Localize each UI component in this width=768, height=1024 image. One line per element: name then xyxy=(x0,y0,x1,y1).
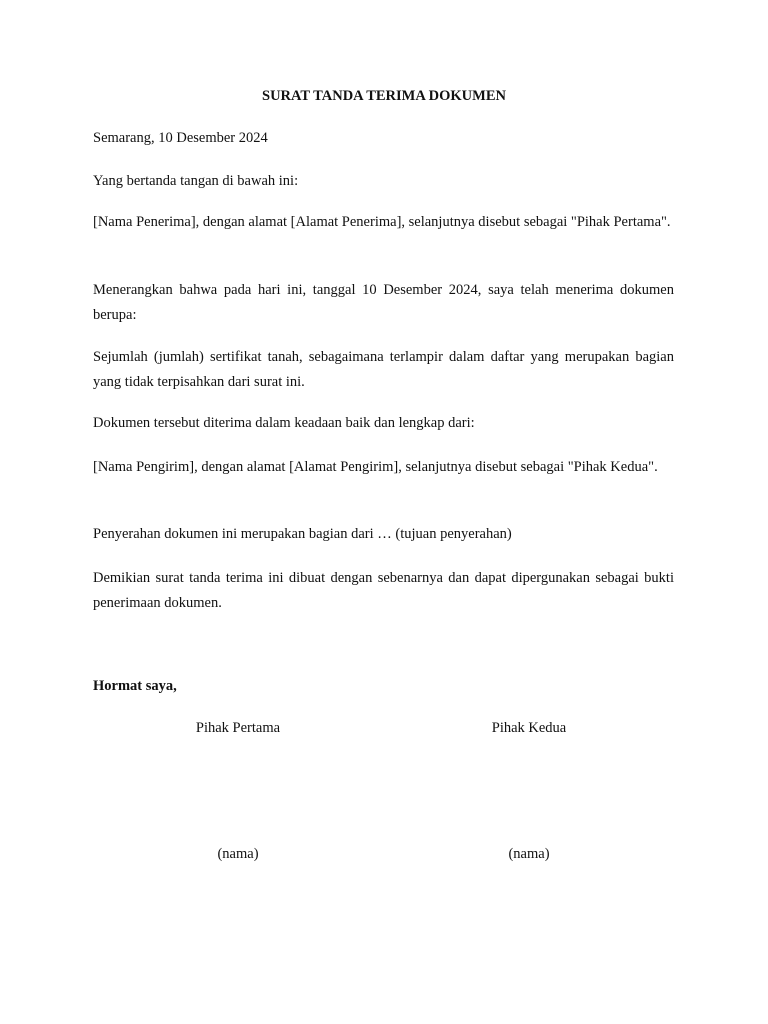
statement-paragraph: Menerangkan bahwa pada hari ini, tanggal 10 Desember 2024, saya telah menerima dokumen berupa: xyxy=(93,282,674,323)
document-title: SURAT TANDA TERIMA DOKUMEN xyxy=(262,88,506,104)
received-from-paragraph: Dokumen tersebut diterima dalam keadaan baik dan lengkap dari: xyxy=(93,415,475,431)
signature-name-first-party: (nama) xyxy=(217,846,259,862)
second-party-paragraph: [Nama Pengirim], dengan alamat [Alamat Pengirim], selanjutnya disebut sebagai "Pihak Kedua". xyxy=(93,459,658,475)
intro-paragraph: Yang bertanda tangan di bawah ini: xyxy=(93,173,299,189)
closing-paragraph: Demikian surat tanda terima ini dibuat dengan sebenarnya dan dapat dipergunakan sebagai bukti penerimaan dokumen. xyxy=(93,570,674,611)
signature-role-first-party: Pihak Pertama xyxy=(195,720,281,736)
signature-role-second-party: Pihak Kedua xyxy=(491,720,567,736)
first-party-paragraph: [Nama Penerima], dengan alamat [Alamat Penerima], selanjutnya disebut sebagai "Pihak Pertama". xyxy=(93,214,671,230)
regards-text: Hormat saya, xyxy=(93,678,177,694)
signature-name-second-party: (nama) xyxy=(508,846,550,862)
purpose-paragraph: Penyerahan dokumen ini merupakan bagian dari … (tujuan penyerahan) xyxy=(93,526,512,542)
place-date: Semarang, 10 Desember 2024 xyxy=(93,130,268,146)
documents-paragraph: Sejumlah (jumlah) sertifikat tanah, sebagaimana terlampir dalam daftar yang merupakan bagian yang tidak terpisahkan dari surat ini. xyxy=(93,349,674,390)
